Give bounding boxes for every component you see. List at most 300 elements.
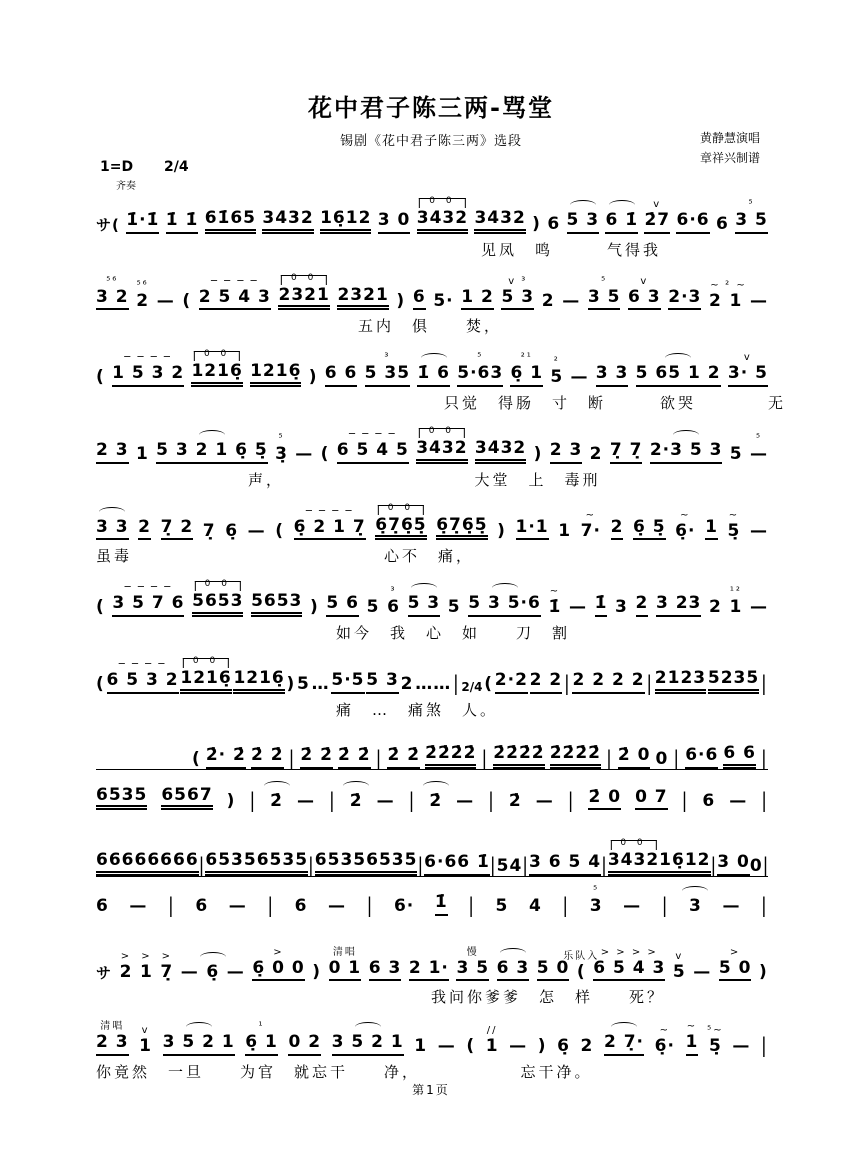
note-token: 1·1 <box>516 518 549 541</box>
ornament-mark: > <box>273 946 284 958</box>
music-line <box>96 192 768 260</box>
note-token: 0 7 <box>635 788 668 811</box>
lyrics-line: 我问你爹爹 怎 样 死？ <box>431 988 666 1007</box>
note-token: 2/4 <box>461 679 483 694</box>
note-token: … <box>311 674 330 695</box>
note-token: 3 5 2 1 <box>163 1033 235 1056</box>
note-token: 6535 <box>366 851 417 876</box>
note-token: ) <box>497 520 506 541</box>
note-token: 3 0 <box>717 853 750 876</box>
note-token: ( <box>96 367 105 388</box>
note-token: 5 <box>496 856 510 877</box>
note-token: 2̇· 2̇ <box>206 746 246 769</box>
note-token: 3 3 <box>96 518 129 541</box>
ornament-mark: 0 0 <box>183 658 229 668</box>
note-token: 5 3 5·6 <box>468 594 541 617</box>
ornament-mark: > <box>141 950 152 962</box>
ornament-mark <box>665 353 691 363</box>
ornament-mark: ⁵ <box>477 352 484 364</box>
barline: | <box>168 893 175 918</box>
note-token: > > > > 6 5 4 3 <box>593 959 665 982</box>
ornament-mark: > <box>729 946 741 958</box>
note-token: ( <box>192 748 201 769</box>
note-token: 2̇ 2̇ <box>251 746 284 769</box>
note-token: 7̣ 2 <box>161 518 194 541</box>
note-token: ~ 6̣· <box>675 509 696 541</box>
note-token: ( <box>466 1036 476 1057</box>
note-token: v 1 <box>139 1025 153 1057</box>
ornament-mark <box>343 781 369 791</box>
ornament-mark: > <box>120 950 132 962</box>
barline: | <box>673 746 681 771</box>
ornament-mark <box>423 781 449 791</box>
music-line <box>96 269 768 337</box>
note-token: ⁵ 3 5 <box>735 211 768 234</box>
note-token: 3 23 <box>656 594 701 617</box>
note-token: — <box>247 520 266 541</box>
ornament-mark: // <box>486 1025 498 1037</box>
note-token: ( <box>320 444 330 465</box>
note-token: ─ ─ ─ ─ 6 5 4 5 <box>337 441 409 464</box>
note-token: 2 2 2 2 <box>572 671 644 694</box>
note-token: 2̇ <box>270 792 283 811</box>
note-token: 6666 <box>147 851 198 876</box>
note-token: 6535 <box>315 851 366 876</box>
note-token: — <box>228 895 247 916</box>
note-token: ) <box>226 790 236 811</box>
ensemble-label: 齐奏 <box>116 181 136 192</box>
note-token: > 2 <box>119 950 133 982</box>
note-token: 1̇·1̇ <box>126 211 159 234</box>
ornament-mark <box>570 200 596 210</box>
page-title: 花中君子陈三两-骂堂 <box>308 94 554 122</box>
ornament-mark: ¹² <box>729 586 742 598</box>
note-token: // 1 <box>485 1025 499 1057</box>
page-number: 第1页 <box>412 1083 450 1097</box>
note-token: 3432 <box>475 439 526 464</box>
note-token: 6· <box>393 895 415 916</box>
note-token: 6̣ <box>557 1036 570 1057</box>
ornament-mark <box>199 430 225 440</box>
ornament-mark <box>99 507 125 517</box>
note-token: — <box>623 895 642 916</box>
ornament-mark <box>609 200 635 210</box>
barline: | <box>606 746 613 771</box>
note-token: ~ 6̣· <box>654 1025 675 1057</box>
ornament-mark: v <box>141 1025 150 1037</box>
ornament-mark: ─ ─ ─ ─ <box>305 505 354 517</box>
lyrics-line: 声， 大堂 上 毒刑 <box>248 470 601 489</box>
note-token: 5 <box>447 597 461 618</box>
note-token: — <box>729 790 748 811</box>
music-line <box>96 836 770 879</box>
ornament-mark: 乐队入 <box>563 950 600 962</box>
note-token: ⁵⁶ 2 <box>136 279 150 311</box>
note-token: 3 0 <box>378 211 411 234</box>
ornament-mark: ~ <box>549 586 561 598</box>
note-token: — <box>180 961 199 982</box>
note-token: 2 <box>580 1036 594 1057</box>
note-token: 5· <box>433 290 454 311</box>
ornament-mark: 慢 <box>466 946 479 958</box>
note-token: ¹ 6̣ 1 <box>245 1033 278 1056</box>
note-token: 6535 <box>205 851 256 876</box>
note-token: 1216̣ <box>250 362 301 387</box>
note-token: — <box>509 1036 528 1057</box>
note-token: 0 2 <box>288 1033 321 1056</box>
ornament-mark <box>492 583 518 593</box>
note-token: 6 6 <box>325 364 358 387</box>
barline: | <box>762 854 770 879</box>
ornament-mark <box>186 1022 212 1032</box>
note-token: — <box>156 290 175 311</box>
note-token: 7̣ 7̣ <box>610 441 643 464</box>
barline: | <box>601 854 608 879</box>
barline: | <box>417 854 425 879</box>
note-token: 5235 <box>708 669 759 694</box>
barline: | <box>661 893 669 918</box>
note-token: — <box>750 290 768 311</box>
barline: | <box>489 854 497 879</box>
note-token: 2 <box>611 518 624 541</box>
music-line <box>96 942 768 1008</box>
note-token: 6 <box>96 895 109 916</box>
note-token: 6 <box>547 214 561 234</box>
note-token: 1 <box>135 444 149 465</box>
barline: | <box>198 854 206 879</box>
credits <box>700 128 760 169</box>
ornament-mark: v <box>675 950 684 962</box>
note-token: — <box>376 790 395 811</box>
key-signature: 1=D <box>100 159 134 175</box>
ornament-mark <box>673 430 699 440</box>
note-token: 5 6 <box>326 594 359 617</box>
note-token: 6 <box>195 895 209 916</box>
note-token: ²¹ 6̣ 1 <box>510 364 543 387</box>
ornament-mark: ─ ─ ─ ─ <box>210 275 259 287</box>
ornament-mark: 0 0 <box>281 275 327 285</box>
note-token: — <box>570 367 589 388</box>
note-token: 6 3 <box>369 959 402 982</box>
note-token: ) <box>286 674 296 695</box>
note-token: ─ ─ ─ ─ 6̣ 2 1 7̣ <box>294 518 366 541</box>
note-token: ) <box>312 961 321 982</box>
barline: | <box>681 788 689 813</box>
lyrics-line: 你竟然 一旦 为官 就忘干 净， 忘干净。 <box>96 1062 593 1081</box>
note-token: 3432 <box>262 209 313 234</box>
barline: | <box>468 893 475 918</box>
note-token: 5 65 1 2 <box>636 364 721 387</box>
note-token: — <box>535 790 554 811</box>
note-token: 0 0 1216̣ <box>191 362 242 387</box>
note-token: 5 <box>297 674 310 695</box>
ornament-mark: > > > > <box>600 946 658 958</box>
note-token: 清唱 0 1 <box>329 959 362 982</box>
barline: | <box>488 788 495 813</box>
note-token: 2 <box>541 290 555 311</box>
note-token: 2 <box>589 444 603 465</box>
note-token: 6̣ <box>225 520 239 541</box>
note-token: 0 0 5653 <box>192 592 243 617</box>
lyrics-line: 虽毒 心不 痛， <box>96 547 475 566</box>
note-token: 6535 <box>257 851 308 876</box>
note-token: 6·6 <box>685 746 718 769</box>
music-line <box>96 876 768 916</box>
ornament-mark: v <box>653 199 662 210</box>
music-line <box>96 1016 768 1082</box>
note-token: 6567 <box>161 786 212 811</box>
note-token: ( <box>275 520 285 541</box>
note-token: ⁵ 3̣ <box>275 433 288 465</box>
singer-credit: 黄静慧演唱 <box>699 131 760 145</box>
music-line <box>96 575 768 643</box>
note-token: ~ 7· <box>580 509 601 541</box>
ornament-mark: ─ ─ ─ ─ <box>124 352 172 364</box>
note-token: 16̣12 <box>659 851 710 876</box>
note-token: 2̇ 0 <box>618 746 651 769</box>
note-token: ⁵ — <box>749 433 768 465</box>
note-token: 1 <box>705 518 718 541</box>
note-token: — <box>226 961 245 982</box>
note-token: 2321 <box>337 286 388 311</box>
note-token: 4 <box>528 895 542 916</box>
barline: | <box>761 746 768 771</box>
note-token: v 5 <box>672 950 686 982</box>
music-line <box>96 345 787 413</box>
note-token: > 7̣ <box>160 950 174 982</box>
note-token: 6̣ <box>206 963 219 982</box>
barline: | <box>267 893 275 918</box>
note-token: 5 3 <box>408 594 441 617</box>
note-token: 5653 <box>251 592 302 617</box>
note-token: 乐队入 ( <box>563 950 600 982</box>
ornament-mark: ~ <box>728 509 740 521</box>
note-token: ) <box>396 290 406 311</box>
note-token: ¹² 1 <box>729 586 743 618</box>
ornament-mark: v <box>640 275 649 287</box>
note-token: 0 0 6̣7̣6̣5̣ <box>375 516 426 541</box>
note-token: ) <box>308 367 318 388</box>
barline: | <box>761 893 768 918</box>
note-token: — <box>732 1036 751 1057</box>
ornament-mark: ~ <box>585 509 597 521</box>
barline: | <box>760 672 768 697</box>
note-token: 0 0 1216̣ <box>180 669 231 694</box>
note-token: ─ ─ ─ ─ 3 5 7 6 <box>112 594 184 617</box>
ornament-mark: ⁵⁶ <box>136 279 149 291</box>
note-token: 慢 3 5 <box>456 959 489 982</box>
note-token: 1̇ 1̇ <box>166 211 199 234</box>
note-token: 2 <box>709 597 722 618</box>
note-token: — <box>693 961 712 982</box>
lyrics-line: 如今 我 心 如 刀 割 <box>336 624 571 643</box>
lyrics-line: 五内 俱 焚， <box>358 317 503 336</box>
note-token: 2̇ 2̇ <box>300 746 333 769</box>
note-token: 5·5 <box>331 671 364 694</box>
barline: | <box>710 854 718 879</box>
ornament-mark <box>355 1022 381 1032</box>
note-token: > 6̣ 0 0 <box>252 959 304 982</box>
note-token: 6666 <box>96 851 147 876</box>
ornament-mark: ~ <box>710 279 721 291</box>
ornament-mark: ⁵ <box>278 433 285 445</box>
score-area <box>96 192 787 1082</box>
ornament-mark: ⁵⁶ <box>106 275 119 287</box>
note-token: ─ ─ ─ ─ 2 5 4 3 <box>199 288 271 311</box>
note-token: 6 <box>715 214 729 234</box>
music-line <box>96 652 768 720</box>
note-token: 2·3 <box>668 288 701 311</box>
ornament-mark: ² ~ <box>725 279 747 291</box>
ornament-mark <box>411 583 437 593</box>
note-token: 0 0 2321 <box>278 286 329 311</box>
note-token: ~ 1 <box>686 1033 699 1056</box>
note-token: ( <box>96 674 105 695</box>
note-token: 3432 <box>474 209 525 234</box>
note-token: — <box>437 1036 456 1057</box>
note-token: 2̇ <box>429 792 442 811</box>
note-token: ~ 5̣ <box>727 509 741 541</box>
barline: | <box>308 854 315 879</box>
ornament-mark: 清唱 <box>332 946 357 958</box>
note-token: — <box>749 597 768 618</box>
ornament-mark <box>611 1022 637 1032</box>
note-token: 6 <box>294 895 308 916</box>
note-token: 2̇ <box>508 790 522 811</box>
barline: | <box>366 893 374 918</box>
note-token: 6 1̇ <box>605 211 638 234</box>
note-token: ) <box>310 597 319 618</box>
note-token: 2̇ <box>350 792 363 811</box>
note-token: 6 <box>702 790 716 811</box>
note-token: ) <box>533 444 543 465</box>
note-token: 2·2 <box>495 671 528 694</box>
note-token: 16̣12 <box>320 209 371 234</box>
note-token: ⁵~ 5̣ <box>707 1025 724 1057</box>
ornament-mark: 0 0 <box>378 505 424 515</box>
note-token: v 3· 5 <box>728 364 768 387</box>
ornament-mark: ⁵ <box>601 275 608 287</box>
note-token: 5 <box>729 444 743 465</box>
ornament-mark: 0 0 <box>419 428 465 438</box>
barline: | <box>249 788 257 813</box>
note-token: 3 3 <box>596 364 629 387</box>
ornament-mark: ² <box>553 356 560 368</box>
ornament-mark: 0 0 <box>610 840 656 850</box>
note-token: 2 3 <box>96 441 129 464</box>
note-token: 1̇ <box>435 893 448 916</box>
note-token: 6535 <box>96 786 147 811</box>
barline: | <box>567 788 575 813</box>
ornament-mark: 0 0 <box>194 351 240 361</box>
note-token: > 1 <box>139 950 153 982</box>
note-token: — <box>749 520 768 541</box>
note-token: 0 0 3432 <box>416 439 467 464</box>
note-token: 1 <box>414 1036 428 1057</box>
note-token: 6·6 <box>676 211 709 234</box>
ornament-mark <box>421 353 447 363</box>
note-token: 2̇ 2̇ <box>387 746 420 769</box>
note-token: 0 <box>749 856 763 877</box>
ornament-mark: v <box>743 352 752 364</box>
note-token: 5 <box>495 895 509 916</box>
note-token: ⁵⁶ 3 2 <box>96 288 129 311</box>
ornament-mark: ³ <box>390 586 397 598</box>
note-token: 2̇ 0 <box>588 788 621 811</box>
ornament-mark <box>264 781 290 791</box>
ornament-mark: ¹ <box>258 1021 265 1033</box>
music-line <box>96 422 768 490</box>
note-token: 2 <box>636 594 649 617</box>
note-token: 2 <box>138 518 151 541</box>
note-token: 5 <box>366 597 380 618</box>
note-token: 1 <box>558 520 572 541</box>
barline: | <box>452 672 460 697</box>
note-token: ~ 2 <box>709 279 722 311</box>
barline: | <box>329 788 336 813</box>
note-token: v 2̇7 <box>644 211 670 234</box>
note-token: 2·3 5 3 <box>650 441 723 464</box>
notation-credit: 章祥兴制谱 <box>699 151 760 166</box>
note-token: 1216̣ <box>233 669 284 694</box>
music-line <box>96 769 768 811</box>
note-token: — <box>295 444 314 465</box>
note-token: ─ ─ ─ ─ 1 5 3 2 <box>112 364 184 387</box>
barline: | <box>761 788 768 813</box>
note-token: ~ 1̇ <box>548 586 562 618</box>
ornament-mark: ~ <box>686 1021 698 1033</box>
ornament-mark: ²¹ <box>520 352 533 364</box>
barline: | <box>564 672 571 697</box>
barline: | <box>288 746 296 771</box>
note-token: — <box>328 895 347 916</box>
note-token: ) <box>537 1036 547 1057</box>
note-token: 0 <box>655 748 669 769</box>
ornament-mark: 0 0 <box>195 581 241 591</box>
note-token: 0 0 3432 <box>417 209 468 234</box>
free-meter-symbol: サ <box>96 963 113 982</box>
note-token: 2 2 <box>530 671 563 694</box>
ornament-mark: > <box>161 950 173 962</box>
note-token: v 6 3 <box>628 288 661 311</box>
note-token: 1̇ 6 <box>417 364 450 387</box>
music-line <box>96 729 768 769</box>
ornament-mark: 清唱 <box>100 1021 125 1033</box>
ornament-mark <box>682 886 708 896</box>
note-token: — <box>129 895 148 916</box>
note-token: ³ 6 <box>387 586 400 618</box>
note-token: 61̇65 <box>205 209 256 234</box>
note-token: 5 3 <box>567 211 600 234</box>
ornament-mark: ⁵ <box>593 884 600 896</box>
note-token: 5 3 <box>366 671 399 694</box>
note-token: — <box>722 895 741 916</box>
lyrics-line: 见凤 鸣 气得我 <box>481 240 662 259</box>
lyrics-line: 只觉 得肠 寸 断 欲哭 无 <box>444 394 787 413</box>
note-token: 6 6 <box>723 744 756 769</box>
note-token: 0 0 3432 <box>608 851 659 876</box>
note-token: 1̇ <box>595 594 608 617</box>
note-token: 6·6 <box>424 853 457 876</box>
note-token: ⁵ 5·63 <box>457 364 503 387</box>
note-token: > 5 0 <box>719 959 752 982</box>
note-token: 2̇2̇2̇2̇ <box>493 744 544 769</box>
ornament-mark: ⁵ <box>748 199 755 210</box>
music-line <box>96 499 768 567</box>
note-token: 3 <box>615 597 628 618</box>
lyrics-line: 痛 … 痛煞 人。 <box>336 700 499 719</box>
note-token: 6 <box>413 288 426 311</box>
